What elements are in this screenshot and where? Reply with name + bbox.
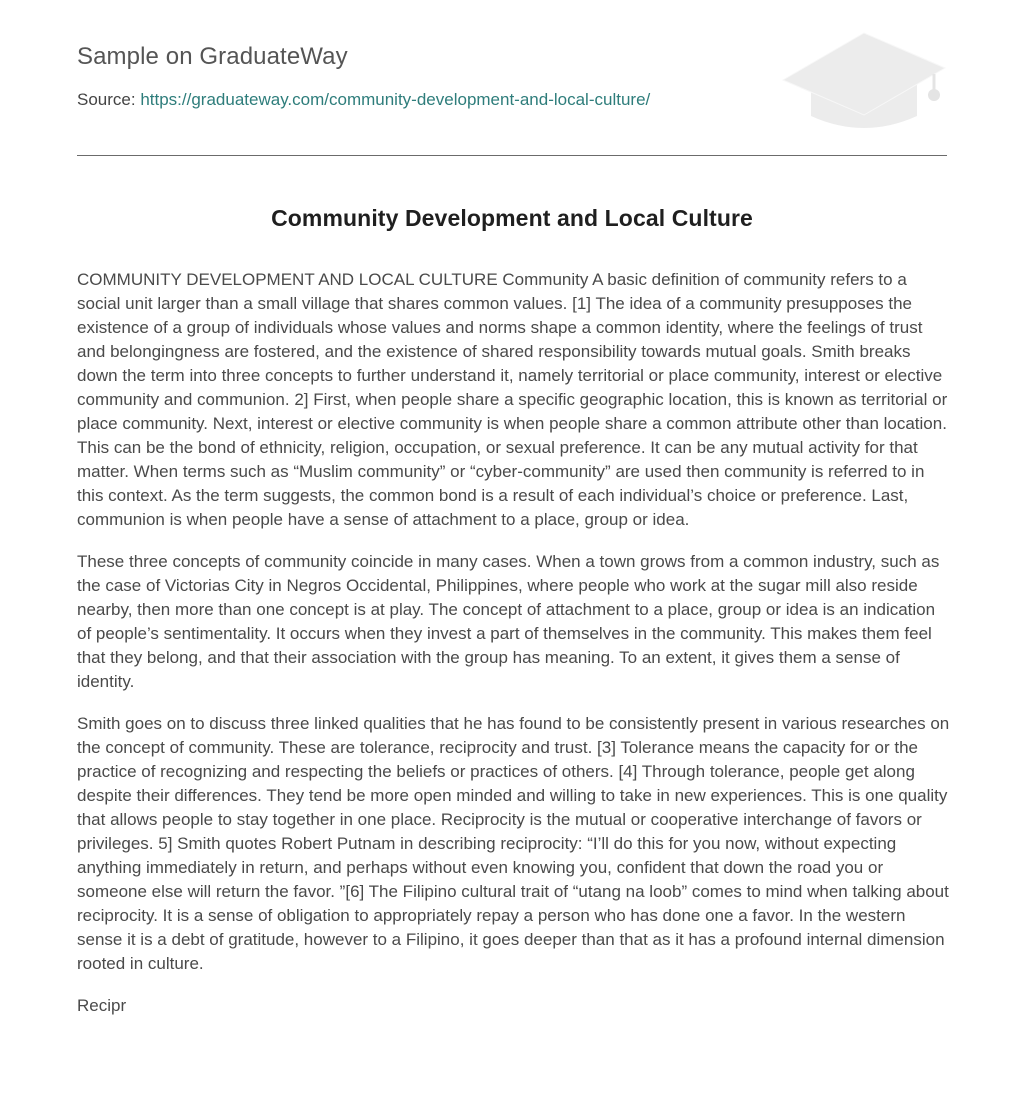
document-title: Community Development and Local Culture — [271, 205, 753, 231]
source-link[interactable]: https://graduateway.com/community-development-and-local-culture/ — [140, 90, 651, 109]
paragraph: Smith goes on to discuss three linked qualities that he has found to be consistently present in various researches on the concept of community. These are tolerance, reciprocity and trust. [3] Tolerance means the capacity for or the practice of recognizing and respecting the beliefs or practices of others. [4] Through tolerance, people get along despite their differences. They tend be more open minded and willing to take in new experiences. This is one quality that allows people to stay together in one place. Reciprocity is the mutual or cooperative interchange of favors or privileges. 5] Smith quotes Robert Putnam in describing reciprocity: “I’ll do this for you now, without expecting anything immediately in return, and perhaps without even knowing you, confident that down the road you or someone else will return the favor. ”[6] The Filipino cultural trait of “utang na loob” comes to mind when talking about reciprocity. It is a sense of obligation to appropriately repay a person who has done one a favor. In the western sense it is a debt of gratitude, however to a Filipino, it goes deeper than that as it has a profound internal dimension rooted in culture. — [77, 714, 950, 973]
page-header — [77, 0, 947, 156]
source-label: Source: — [77, 90, 136, 109]
article-body — [77, 268, 953, 1036]
paragraph: COMMUNITY DEVELOPMENT AND LOCAL CULTURE Community A basic definition of community refers to a social unit larger than a small village that shares common values. [1] The idea of a community presupposes the existence of a group of individuals whose values and norms shape a common identity, where the feelings of trust and belongingness are fostered, and the existence of shared responsibility towards mutual goals. Smith breaks down the term into three concepts to further understand it, namely territorial or place community, interest or elective community and communion. 2] First, when people share a specific geographic location, this is known as territorial or place community. Next, interest or elective community is when people share a common attribute other than location. This can be the bond of ethnicity, religion, occupation, or sexual preference. It can be any mutual activity for that matter. When terms such as “Muslim community” or “cyber-community” are used then community is referred to in this context. As the term suggests, the common bond is a result of each individual’s choice or preference. Last, communion is when people have a sense of attachment to a place, group or idea. — [77, 270, 948, 529]
source-line — [77, 90, 650, 110]
paragraph: Recipr — [77, 996, 127, 1015]
paragraph: These three concepts of community coincide in many cases. When a town grows from a common industry, such as the case of Victorias City in Negros Occidental, Philippines, where people who work at the sugar mill also reside nearby, then more than one concept is at play. The concept of attachment to a place, group or idea is an indication of people’s sentimentality. It occurs when they invest a part of themselves in the community. This makes them feel that they belong, and that their association with the group has meaning. To an extent, it gives them a sense of identity. — [77, 552, 940, 691]
graduation-cap-icon — [779, 30, 949, 134]
site-title: Sample on GraduateWay — [77, 43, 348, 70]
header-divider — [77, 155, 947, 156]
